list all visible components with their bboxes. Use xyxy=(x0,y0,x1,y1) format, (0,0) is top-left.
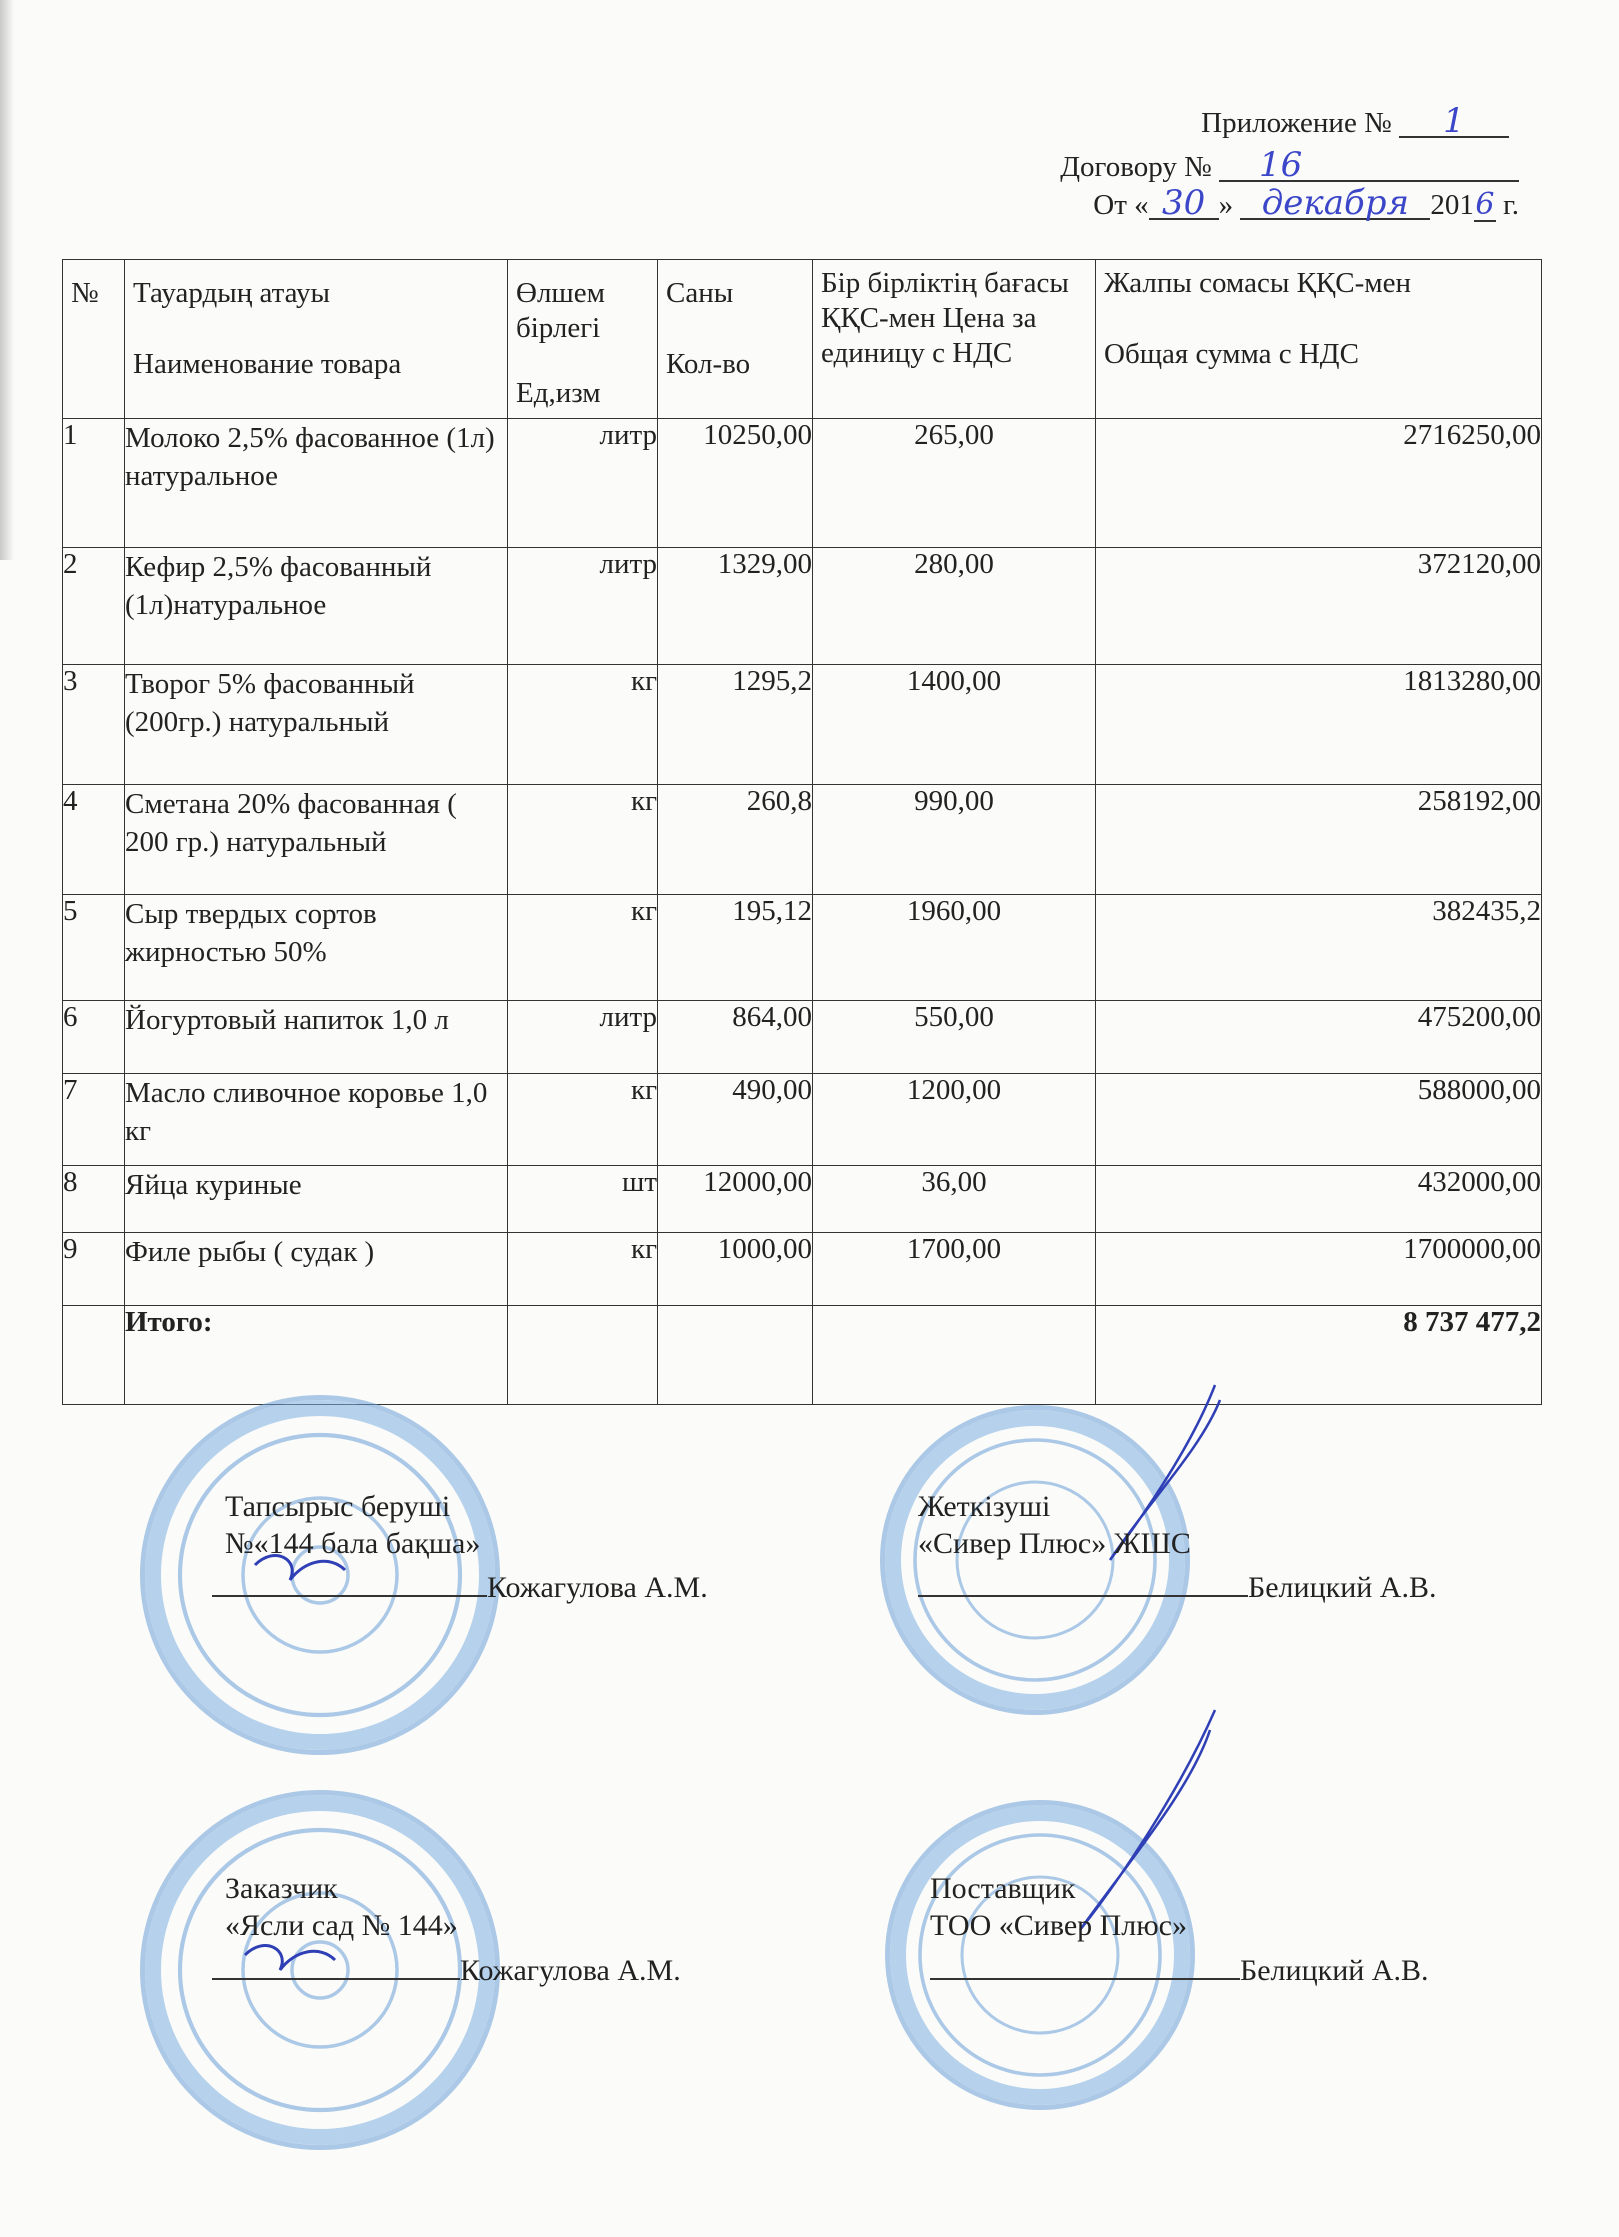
contract-line xyxy=(1060,145,1519,185)
row-price: 1400,00 xyxy=(813,665,1096,785)
table-header-row xyxy=(63,260,1542,419)
row-unit: кг xyxy=(508,1233,658,1306)
customer-ru-org: «Ясли сад № 144» xyxy=(225,1909,458,1942)
header-name-ru: Наименование товара xyxy=(133,348,402,380)
table-row xyxy=(63,1001,1542,1074)
customer-ru-signline xyxy=(212,1948,681,1989)
supplier-kz-title: Жеткізуші xyxy=(918,1490,1051,1523)
row-unit: литр xyxy=(508,1001,658,1074)
header-qty xyxy=(658,260,813,419)
table-row xyxy=(63,548,1542,665)
table-row xyxy=(63,665,1542,785)
row-no: 2 xyxy=(63,548,125,665)
row-price: 550,00 xyxy=(813,1001,1096,1074)
row-qty: 10250,00 xyxy=(658,419,813,548)
customer-signer-name: Кожагулова А.М. xyxy=(460,1954,681,1987)
supplier-signer-name: Белицкий А.В. xyxy=(1240,1954,1429,1987)
customer-kz-title: Тапсырыс беруші xyxy=(225,1490,451,1523)
row-name: Йогуртовый напиток 1,0 л xyxy=(125,1001,508,1074)
row-price: 36,00 xyxy=(813,1166,1096,1233)
date-month: декабря xyxy=(1240,188,1430,220)
row-price: 265,00 xyxy=(813,419,1096,548)
row-sum: 258192,00 xyxy=(1096,785,1542,895)
table-row xyxy=(63,1074,1542,1166)
row-no: 6 xyxy=(63,1001,125,1074)
row-sum: 382435,2 xyxy=(1096,895,1542,1001)
date-mid: » xyxy=(1218,189,1234,221)
row-price: 1200,00 xyxy=(813,1074,1096,1166)
header-name xyxy=(125,260,508,419)
customer-ru-block xyxy=(225,1870,458,1944)
date-from-label: От « xyxy=(1093,189,1149,221)
row-unit: кг xyxy=(508,785,658,895)
signature-line xyxy=(212,1948,460,1980)
row-price: 990,00 xyxy=(813,785,1096,895)
row-sum: 588000,00 xyxy=(1096,1074,1542,1166)
supplier-kz-org: «Сивер Плюс» ЖШС xyxy=(918,1527,1191,1560)
row-unit: шт xyxy=(508,1166,658,1233)
row-sum: 432000,00 xyxy=(1096,1166,1542,1233)
row-price: 1960,00 xyxy=(813,895,1096,1001)
row-price: 280,00 xyxy=(813,548,1096,665)
header-unit-kz: Өлшем бірлегі xyxy=(516,277,605,344)
customer-kz-org: №«144 бала бақша» xyxy=(225,1527,481,1560)
row-qty: 490,00 xyxy=(658,1074,813,1166)
row-unit: литр xyxy=(508,548,658,665)
date-year-digit: 6 xyxy=(1475,187,1495,222)
row-name: Молоко 2,5% фасованное (1л) натуральное xyxy=(125,419,508,548)
header-sum-ru: Общая сумма с НДС xyxy=(1104,338,1359,370)
contract-label: Договору № xyxy=(1060,151,1212,183)
header-sum xyxy=(1096,260,1542,419)
goods-table xyxy=(62,259,1542,1405)
row-qty: 260,8 xyxy=(658,785,813,895)
date-year-prefix: 201 xyxy=(1430,189,1474,221)
row-unit: литр xyxy=(508,419,658,548)
header-sum-kz: Жалпы сомасы ҚҚС-мен xyxy=(1104,267,1411,299)
date-suffix: г. xyxy=(1503,189,1519,221)
table-row xyxy=(63,1233,1542,1306)
row-sum: 372120,00 xyxy=(1096,548,1542,665)
row-no: 9 xyxy=(63,1233,125,1306)
row-unit: кг xyxy=(508,1074,658,1166)
header-unit-ru: Ед,изм xyxy=(516,377,601,409)
table-row xyxy=(63,895,1542,1001)
row-sum: 2716250,00 xyxy=(1096,419,1542,548)
supplier-ru-block xyxy=(930,1870,1187,1944)
row-no: 7 xyxy=(63,1074,125,1166)
row-qty: 864,00 xyxy=(658,1001,813,1074)
appendix-number: 1 xyxy=(1399,106,1509,138)
table-row xyxy=(63,785,1542,895)
supplier-ru-org: ТОО «Сивер Плюс» xyxy=(930,1909,1187,1942)
header-qty-kz: Саны xyxy=(666,277,734,309)
row-no: 4 xyxy=(63,785,125,895)
row-price: 1700,00 xyxy=(813,1233,1096,1306)
row-unit: кг xyxy=(508,665,658,785)
row-no: 5 xyxy=(63,895,125,1001)
supplier-ru-signline xyxy=(930,1948,1428,1989)
scan-edge-shadow xyxy=(0,0,14,560)
header-no: № xyxy=(63,260,125,419)
row-name: Масло сливочное коровье 1,0 кг xyxy=(125,1074,508,1166)
table-row xyxy=(63,1166,1542,1233)
customer-kz-signline xyxy=(212,1565,708,1606)
row-qty: 12000,00 xyxy=(658,1166,813,1233)
header-name-kz: Тауардың атауы xyxy=(133,277,331,309)
row-qty: 1295,2 xyxy=(658,665,813,785)
date-day: 30 xyxy=(1149,188,1219,220)
signature-line xyxy=(212,1565,487,1597)
row-no: 8 xyxy=(63,1166,125,1233)
signature-line xyxy=(918,1565,1248,1597)
total-empty-cell xyxy=(813,1306,1096,1405)
total-no-cell xyxy=(63,1306,125,1405)
row-qty: 1329,00 xyxy=(658,548,813,665)
supplier-kz-signline xyxy=(918,1565,1436,1606)
total-sum: 8 737 477,2 xyxy=(1096,1306,1542,1405)
total-empty-cell xyxy=(658,1306,813,1405)
row-name: Сыр твердых сортов жирностью 50% xyxy=(125,895,508,1001)
row-unit: кг xyxy=(508,895,658,1001)
row-name: Филе рыбы ( судак ) xyxy=(125,1233,508,1306)
row-name: Творог 5% фасованный (200гр.) натуральный xyxy=(125,665,508,785)
header-qty-ru: Кол-во xyxy=(666,348,751,380)
appendix-label: Приложение № xyxy=(1201,107,1392,139)
signature-line xyxy=(930,1948,1240,1980)
row-name: Яйца куриные xyxy=(125,1166,508,1233)
header-price: Бір бірліктің бағасы ҚҚС-мен Цена за единицу с НДС xyxy=(813,260,1096,419)
customer-kz-block xyxy=(225,1488,480,1562)
row-sum: 1700000,00 xyxy=(1096,1233,1542,1306)
row-qty: 1000,00 xyxy=(658,1233,813,1306)
total-label: Итого: xyxy=(125,1306,508,1405)
supplier-signer-name: Белицкий А.В. xyxy=(1248,1571,1437,1604)
row-qty: 195,12 xyxy=(658,895,813,1001)
contract-number: 16 xyxy=(1219,150,1519,182)
customer-ru-title: Заказчик xyxy=(225,1872,338,1905)
row-sum: 1813280,00 xyxy=(1096,665,1542,785)
row-no: 3 xyxy=(63,665,125,785)
row-name: Сметана 20% фасованная ( 200 гр.) натуральный xyxy=(125,785,508,895)
total-empty-cell xyxy=(508,1306,658,1405)
total-row xyxy=(63,1306,1542,1405)
header-unit xyxy=(508,260,658,419)
table-row xyxy=(63,419,1542,548)
supplier-ru-title: Поставщик xyxy=(930,1872,1076,1905)
row-sum: 475200,00 xyxy=(1096,1001,1542,1074)
customer-signer-name: Кожагулова А.М. xyxy=(487,1571,708,1604)
supplier-kz-block xyxy=(918,1488,1191,1562)
row-no: 1 xyxy=(63,419,125,548)
row-name: Кефир 2,5% фасованный (1л)натуральное xyxy=(125,548,508,665)
appendix-line xyxy=(1201,101,1509,141)
date-line xyxy=(1093,183,1519,223)
